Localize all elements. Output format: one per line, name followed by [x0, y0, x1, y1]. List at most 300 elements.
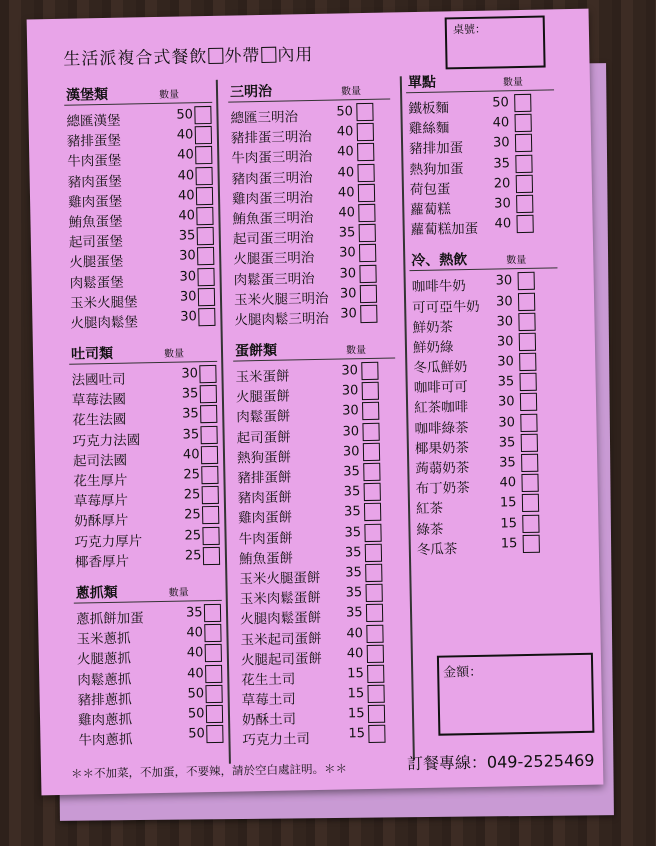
item-price: 30	[341, 383, 359, 399]
quantity-box[interactable]	[515, 134, 532, 152]
quantity-box[interactable]	[365, 564, 382, 582]
item-price: 35	[344, 544, 362, 561]
quantity-box[interactable]	[520, 393, 537, 411]
menu-item-row	[65, 125, 213, 148]
item-name: 巧克力法國	[72, 431, 141, 450]
item-name: 綠茶	[416, 521, 444, 538]
item-name: 豬排蛋三明治	[230, 129, 313, 147]
item-name: 牛肉蔥抓	[78, 731, 133, 749]
item-name: 玉米蔥抓	[76, 630, 131, 648]
quantity-box[interactable]	[518, 292, 535, 310]
item-price: 40	[346, 625, 364, 641]
quantity-box[interactable]	[200, 385, 217, 403]
quantity-box[interactable]	[521, 474, 538, 492]
item-name: 鮪魚蛋餅	[238, 550, 294, 568]
item-name: 草莓法國	[71, 391, 127, 409]
item-name: 布丁奶茶	[415, 480, 470, 498]
quantity-box[interactable]	[203, 547, 220, 565]
item-name: 起司蛋三明治	[232, 230, 315, 248]
menu-section	[69, 341, 221, 569]
item-name: 火腿肉鬆三明治	[234, 310, 330, 329]
item-price: 25	[184, 547, 202, 564]
menu-item-row	[410, 271, 558, 294]
item-price: 35	[345, 605, 363, 621]
item-name: 肉鬆蔥抓	[77, 671, 132, 689]
quantity-box[interactable]	[205, 685, 222, 703]
menu-item-row	[66, 186, 214, 209]
quantity-box[interactable]	[362, 422, 379, 440]
item-price: 30	[179, 288, 197, 305]
quantity-header: 數量	[502, 76, 524, 89]
item-price: 25	[183, 467, 201, 483]
quantity-box[interactable]	[358, 184, 375, 202]
item-name: 肉鬆蛋餅	[236, 408, 291, 426]
item-price: 40	[346, 645, 364, 662]
quantity-box[interactable]	[367, 685, 384, 703]
amount-box[interactable]	[437, 653, 595, 736]
item-name: 火腿肉鬆堡	[70, 314, 139, 332]
menu-item-row	[413, 452, 561, 478]
item-name: 可可亞牛奶	[412, 298, 480, 316]
item-name: 奶酥厚片	[74, 512, 129, 531]
quantity-box[interactable]	[194, 106, 211, 124]
item-price: 15	[500, 515, 518, 532]
item-price: 30	[495, 293, 513, 310]
menu-item-row	[74, 623, 222, 646]
item-name: 火腿蛋餅	[235, 388, 291, 406]
item-price: 25	[184, 527, 202, 544]
section-title: 漢堡類	[65, 86, 109, 104]
item-name: 蘿蔔糕加蛋	[410, 220, 479, 239]
item-price: 30	[496, 313, 514, 330]
section-header	[64, 82, 212, 106]
item-price: 30	[179, 248, 196, 264]
order-note: ＊＊不加菜，不加蛋，不要辣，請於空白處註明。＊＊	[70, 761, 348, 781]
menu-item-row	[68, 307, 216, 330]
menu-item-row	[74, 603, 222, 626]
item-price: 40	[499, 475, 517, 491]
quantity-box[interactable]	[204, 624, 221, 642]
menu-item-row	[71, 465, 219, 488]
menu-item-row	[406, 92, 554, 118]
menu-item-row	[408, 213, 556, 239]
item-name: 紅茶	[415, 500, 444, 518]
menu-item-row	[407, 113, 555, 136]
item-price: 30	[339, 285, 357, 302]
item-name: 椰香厚片	[74, 553, 130, 571]
item-price: 30	[497, 394, 515, 410]
item-price: 25	[183, 487, 201, 503]
quantity-box[interactable]	[195, 126, 212, 144]
menu-item-row	[408, 193, 556, 219]
item-price: 40	[176, 127, 194, 143]
item-price: 50	[188, 726, 206, 742]
item-name: 咖啡牛奶	[411, 278, 466, 296]
quantity-box[interactable]	[201, 446, 218, 464]
item-price: 35	[498, 434, 516, 451]
item-name: 豬肉蛋餅	[237, 489, 292, 507]
item-price: 30	[339, 265, 357, 282]
item-name: 鐵板麵	[408, 100, 450, 118]
section-title: 吐司類	[70, 345, 114, 363]
item-name: 鮮奶茶	[412, 319, 454, 336]
section-header	[228, 79, 390, 103]
takeout-checkbox[interactable]	[208, 48, 223, 64]
menu-item-row	[412, 392, 560, 415]
quantity-box[interactable]	[362, 382, 379, 400]
quantity-box[interactable]	[518, 272, 535, 290]
menu-item-row	[75, 643, 223, 666]
item-price: 50	[176, 107, 194, 123]
quantity-box[interactable]	[357, 143, 374, 161]
quantity-box[interactable]	[519, 373, 536, 391]
quantity-box[interactable]	[367, 665, 384, 683]
quantity-box[interactable]	[521, 454, 538, 472]
section-header	[69, 341, 217, 365]
quantity-box[interactable]	[204, 604, 221, 622]
item-price: 30	[341, 363, 359, 379]
item-name: 咖啡可可	[413, 379, 468, 397]
menu-item-row	[65, 165, 213, 191]
item-name: 玉米起司蛋餅	[240, 630, 322, 648]
menu-item-row	[232, 303, 394, 329]
item-name: 草莓厚片	[73, 492, 129, 510]
quantity-box[interactable]	[195, 146, 212, 164]
quantity-header: 數量	[158, 89, 180, 101]
item-name: 熱狗蛋餅	[236, 449, 292, 467]
menu-item-row	[407, 153, 555, 176]
quantity-box[interactable]	[516, 175, 533, 193]
item-name: 草莓土司	[241, 691, 296, 709]
item-name: 豬肉蛋三明治	[231, 169, 313, 188]
item-name: 花生法國	[72, 412, 127, 430]
item-price: 35	[338, 225, 356, 241]
dine-in-label: 內用	[277, 44, 314, 66]
section-title: 單點	[407, 74, 437, 92]
quantity-box[interactable]	[519, 353, 536, 371]
menu-item-row	[67, 246, 215, 272]
menu-item-row	[75, 663, 223, 689]
item-name: 雞絲麵	[408, 120, 450, 138]
item-price: 40	[186, 625, 204, 641]
item-name: 火腿蔥抓	[76, 650, 132, 668]
item-name: 玉米火腿蛋餅	[239, 569, 321, 588]
quantity-header: 數量	[506, 255, 527, 267]
quantity-header: 數量	[168, 587, 189, 599]
quantity-box[interactable]	[199, 365, 216, 383]
item-price: 40	[338, 205, 356, 221]
quantity-box[interactable]	[202, 506, 219, 524]
item-price: 35	[178, 228, 196, 244]
quantity-header: 數量	[163, 348, 185, 360]
quantity-box[interactable]	[360, 284, 377, 302]
item-price: 15	[499, 495, 517, 511]
menu-item-row	[67, 266, 215, 292]
section-title: 三明治	[229, 83, 273, 101]
menu-item-row	[67, 226, 215, 249]
menu-section	[406, 69, 557, 239]
item-name: 冬瓜鮮奶	[413, 359, 468, 377]
order-phone: 訂餐專線：049-2525469	[406, 750, 595, 774]
quantity-box[interactable]	[514, 94, 531, 112]
menu-item-row	[414, 513, 562, 536]
item-price: 40	[336, 124, 354, 140]
menu-item-row	[71, 445, 219, 468]
quantity-box[interactable]	[197, 227, 214, 245]
item-price: 40	[337, 164, 355, 181]
item-price: 35	[182, 426, 200, 443]
quantity-box[interactable]	[364, 503, 381, 521]
quantity-box[interactable]	[197, 267, 214, 285]
item-price: 35	[497, 374, 515, 390]
item-name: 巧克力厚片	[74, 532, 143, 551]
order-menu-sheet	[27, 9, 604, 796]
quantity-box[interactable]	[357, 163, 374, 181]
quantity-box[interactable]	[198, 288, 215, 306]
quantity-box[interactable]	[521, 434, 538, 452]
quantity-header: 數量	[340, 86, 362, 98]
quantity-box[interactable]	[357, 123, 374, 141]
item-price: 30	[181, 366, 199, 382]
item-name: 火腿起司蛋餅	[240, 650, 323, 669]
item-name: 豬排蔥抓	[77, 691, 132, 709]
section-title: 蛋餅類	[234, 342, 278, 360]
item-name: 玉米火腿堡	[69, 294, 138, 312]
quantity-box[interactable]	[364, 483, 381, 501]
item-name: 豬排蛋餅	[237, 469, 292, 487]
quantity-box[interactable]	[206, 725, 223, 743]
quantity-box[interactable]	[523, 534, 540, 552]
item-price: 15	[500, 535, 518, 552]
item-price: 35	[343, 484, 361, 500]
item-name: 火腿蛋三明治	[233, 250, 315, 268]
quantity-box[interactable]	[205, 644, 222, 662]
quantity-box[interactable]	[196, 187, 213, 205]
item-name: 起司蛋堡	[68, 233, 124, 251]
quantity-box[interactable]	[519, 333, 536, 351]
item-price: 20	[493, 175, 511, 192]
shop-name: 生活派複合式餐飲	[63, 47, 208, 70]
item-price: 15	[347, 686, 365, 702]
quantity-box[interactable]	[197, 247, 214, 265]
quantity-box[interactable]	[516, 195, 533, 213]
menu-item-row	[68, 287, 216, 310]
menu-item-row	[240, 724, 402, 747]
item-name: 椰果奶茶	[414, 439, 470, 457]
quantity-box[interactable]	[515, 154, 532, 172]
quantity-box[interactable]	[359, 264, 376, 282]
table-number-box[interactable]	[445, 16, 546, 70]
quantity-box[interactable]	[368, 725, 385, 743]
quantity-box[interactable]	[362, 402, 379, 420]
quantity-box[interactable]	[200, 405, 217, 423]
item-price: 15	[347, 706, 365, 722]
menu-item-row	[413, 432, 561, 455]
menu-item-row	[415, 533, 563, 556]
section-header	[406, 69, 554, 93]
item-price: 40	[337, 144, 354, 160]
menu-item-row	[411, 331, 559, 354]
item-price: 30	[342, 423, 360, 440]
item-name: 牛肉蛋餅	[238, 530, 293, 548]
item-price: 35	[493, 155, 511, 172]
menu-item-row	[76, 704, 224, 727]
quantity-box[interactable]	[367, 644, 384, 662]
item-name: 火腿蛋堡	[69, 253, 124, 272]
quantity-box[interactable]	[366, 604, 383, 622]
menu-item-row	[410, 311, 558, 334]
item-name: 紅茶咖啡	[413, 399, 469, 417]
item-name: 肉鬆蛋三明治	[233, 270, 315, 289]
menu-section	[409, 248, 563, 556]
quantity-box[interactable]	[201, 466, 218, 484]
dine-in-checkbox[interactable]	[261, 47, 276, 63]
item-price: 40	[492, 115, 510, 131]
item-name: 花生土司	[241, 671, 296, 689]
item-name: 巧克力土司	[242, 731, 311, 749]
quantity-box[interactable]	[365, 543, 382, 561]
item-name: 總匯漢堡	[66, 112, 121, 130]
quantity-box[interactable]	[366, 584, 383, 602]
quantity-box[interactable]	[356, 103, 373, 121]
quantity-box[interactable]	[518, 312, 535, 330]
item-name: 玉米火腿三明治	[233, 290, 329, 309]
item-name: 蒟蒻奶茶	[415, 460, 470, 478]
item-name: 花生厚片	[73, 472, 128, 490]
quantity-box[interactable]	[358, 204, 375, 222]
menu-item-row	[410, 291, 558, 314]
quantity-box[interactable]	[520, 413, 537, 431]
item-price: 40	[178, 208, 196, 224]
quantity-header: 數量	[345, 345, 367, 357]
item-name: 牛肉蛋三明治	[231, 149, 313, 167]
item-name: 雞肉蛋堡	[67, 193, 123, 211]
item-price: 35	[185, 605, 203, 621]
menu-section	[73, 580, 224, 747]
item-name: 雞肉蛋三明治	[231, 189, 314, 208]
quantity-box[interactable]	[200, 426, 217, 444]
quantity-box[interactable]	[363, 443, 380, 461]
menu-item-row	[412, 412, 560, 435]
item-name: 起司法國	[72, 452, 128, 470]
item-name: 鮪魚蛋堡	[68, 213, 123, 231]
item-name: 鮪魚蛋三明治	[232, 209, 314, 228]
item-price: 50	[492, 95, 509, 111]
item-price: 30	[179, 268, 197, 285]
item-price: 30	[496, 334, 514, 350]
item-price: 35	[182, 406, 199, 422]
item-price: 15	[348, 726, 366, 742]
item-price: 35	[345, 585, 363, 601]
item-price: 40	[182, 447, 200, 463]
item-name: 玉米蛋餅	[235, 368, 290, 386]
menu-item-row	[407, 133, 555, 156]
amount-label: 金額：	[443, 664, 483, 681]
item-price: 40	[187, 665, 204, 682]
takeout-label: 外帶	[224, 45, 261, 67]
quantity-box[interactable]	[202, 526, 219, 544]
item-price: 30	[494, 196, 511, 212]
item-name: 熱狗加蛋	[409, 160, 464, 178]
quantity-box[interactable]	[361, 362, 378, 380]
quantity-box[interactable]	[363, 463, 380, 481]
quantity-box[interactable]	[366, 624, 383, 642]
quantity-box[interactable]	[368, 705, 385, 723]
item-name: 鮮奶綠	[412, 339, 454, 356]
section-header	[409, 248, 557, 272]
item-price: 40	[337, 184, 355, 201]
item-name: 豬排蛋堡	[66, 132, 122, 150]
item-price: 30	[342, 403, 359, 419]
item-name: 牛肉蛋堡	[67, 153, 122, 171]
item-name: 蔥抓餅加蛋	[75, 610, 144, 628]
menu-item-row	[76, 724, 224, 747]
menu-item-row	[66, 206, 214, 229]
quantity-box[interactable]	[522, 514, 539, 532]
item-price: 50	[187, 706, 205, 722]
quantity-box[interactable]	[364, 523, 381, 541]
menu-item-row	[72, 485, 220, 508]
quantity-box[interactable]	[360, 305, 377, 323]
item-price: 50	[187, 685, 205, 702]
item-price: 15	[347, 665, 364, 682]
item-price: 35	[344, 524, 362, 541]
menu-column-left	[64, 82, 225, 761]
menu-column-right	[406, 69, 564, 570]
quantity-box[interactable]	[205, 664, 222, 682]
item-price: 35	[345, 565, 362, 581]
quantity-box[interactable]	[515, 114, 532, 132]
quantity-box[interactable]	[359, 244, 376, 262]
item-name: 起司蛋餅	[236, 429, 291, 447]
item-price: 35	[343, 504, 361, 520]
item-name: 豬肉蛋堡	[67, 173, 122, 191]
quantity-box[interactable]	[195, 166, 212, 184]
quantity-box[interactable]	[198, 308, 215, 326]
item-name: 豬排加蛋	[409, 140, 464, 158]
item-price: 40	[186, 645, 204, 661]
quantity-box[interactable]	[202, 486, 219, 504]
quantity-box[interactable]	[522, 494, 539, 512]
menu-item-row	[69, 364, 217, 387]
item-name: 蘿蔔糕	[410, 201, 451, 219]
quantity-box[interactable]	[196, 207, 213, 225]
section-header	[73, 580, 221, 604]
section-title: 冷、熱飲	[411, 252, 468, 270]
item-name: 雞肉蛋餅	[238, 509, 293, 527]
item-price: 30	[340, 306, 358, 322]
item-price: 40	[177, 167, 195, 184]
item-price: 35	[343, 464, 361, 480]
menu-item-row	[65, 145, 213, 171]
menu-item-row	[70, 384, 218, 407]
item-price: 25	[184, 507, 201, 523]
quantity-box[interactable]	[359, 224, 376, 242]
item-name: 玉米肉鬆蛋餅	[239, 590, 321, 608]
menu-item-row	[64, 105, 212, 128]
quantity-box[interactable]	[516, 215, 533, 233]
section-header	[233, 338, 395, 362]
item-name: 火腿肉鬆蛋餅	[240, 610, 322, 628]
menu-item-row	[70, 424, 218, 450]
quantity-box[interactable]	[206, 705, 223, 723]
menu-item-row	[413, 472, 561, 498]
item-price: 40	[494, 216, 512, 232]
table-number-label: 桌號：	[452, 22, 486, 37]
menu-item-row	[414, 493, 562, 516]
item-price: 35	[181, 386, 199, 402]
menu-item-row	[411, 372, 559, 395]
